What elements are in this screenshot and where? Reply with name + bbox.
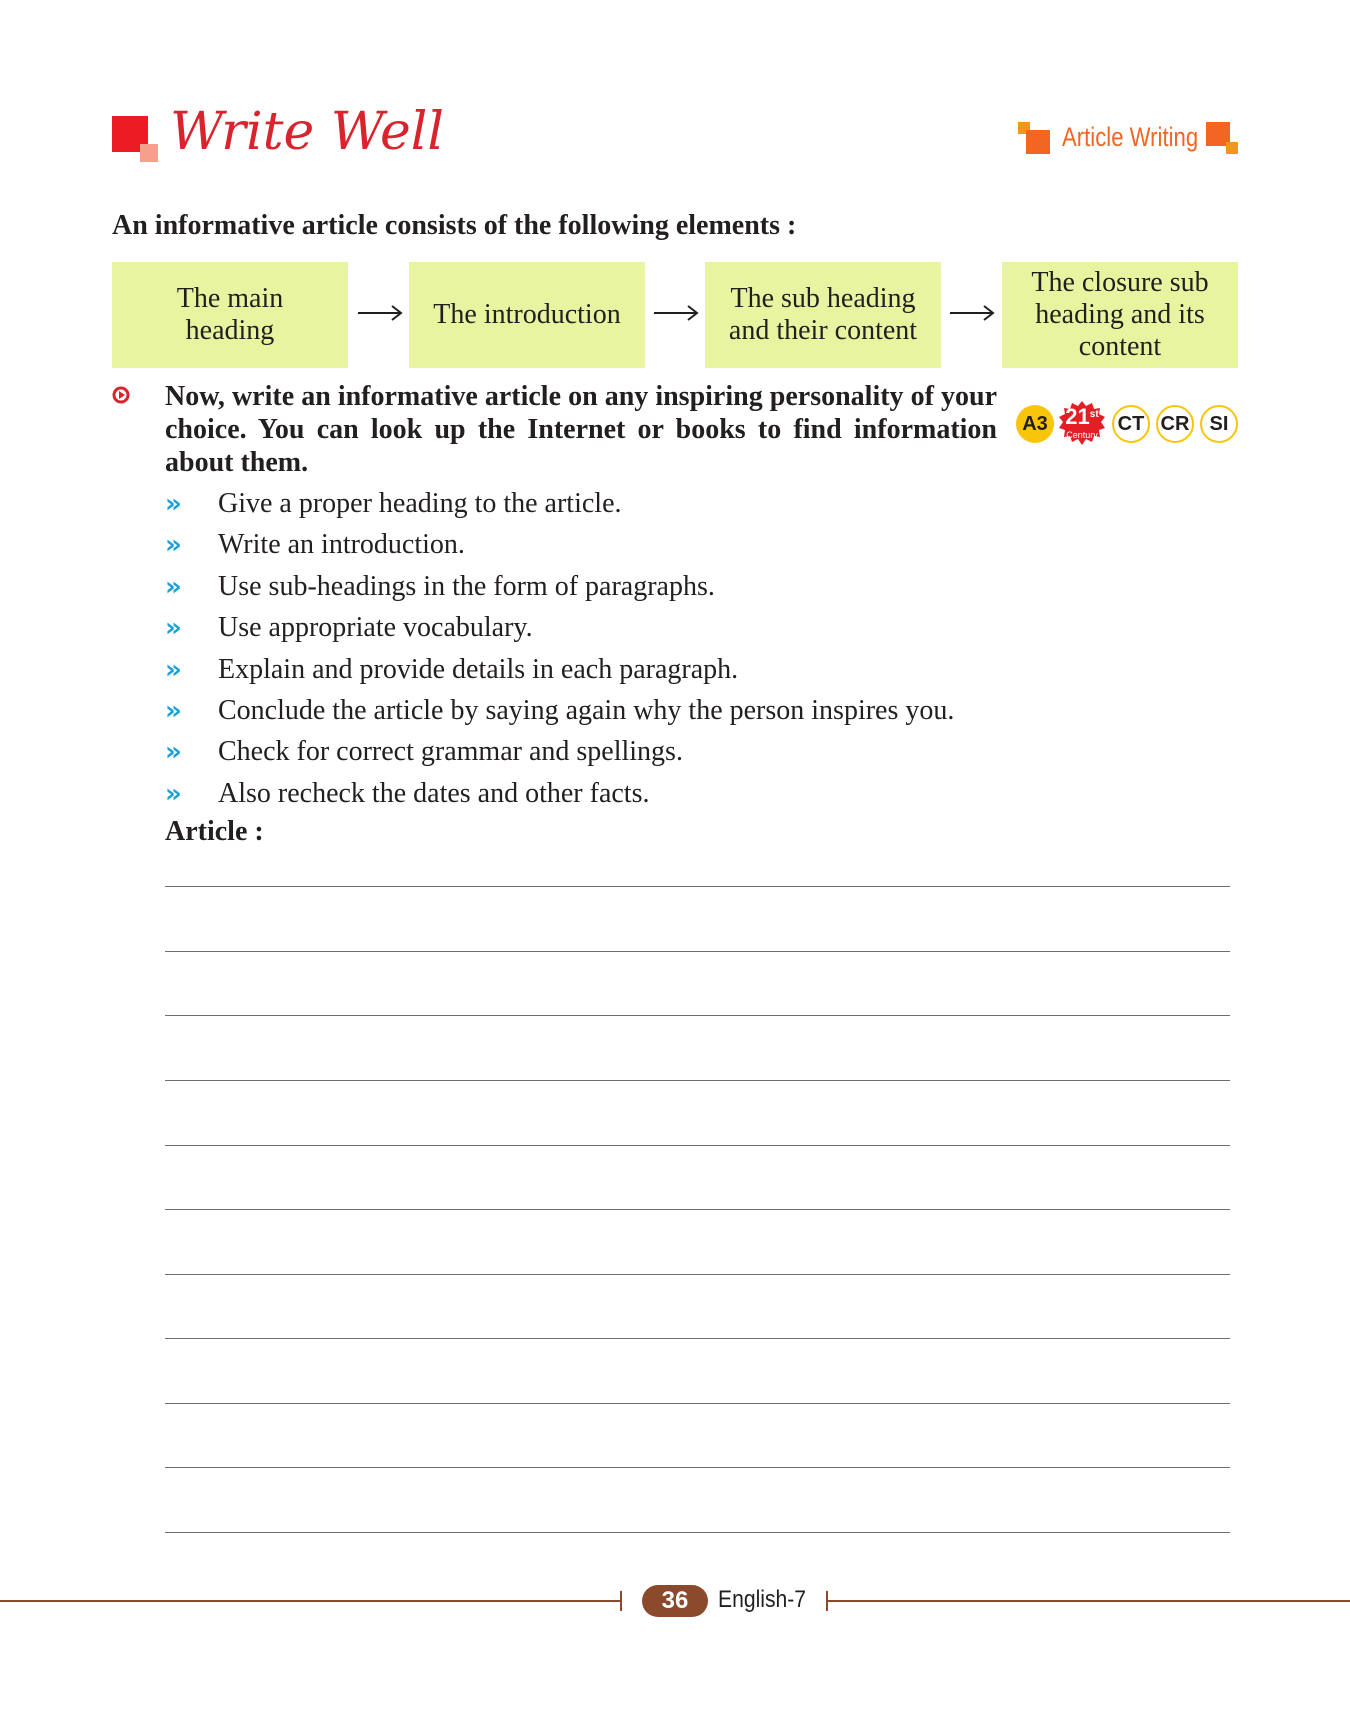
list-item	[165, 774, 954, 815]
list-item	[165, 691, 954, 732]
badge-a3: A3	[1016, 405, 1054, 443]
writing-line[interactable]	[165, 1532, 1230, 1533]
century-number: 21	[1065, 404, 1090, 429]
guideline-text: Explain and provide details in each paragraph.	[218, 653, 739, 685]
guideline-text: Also recheck the dates and other facts.	[218, 777, 650, 809]
badge-si: SI	[1200, 405, 1238, 443]
list-item	[165, 732, 954, 773]
writing-line[interactable]	[165, 1015, 1230, 1016]
section-tag	[1018, 122, 1238, 162]
arrow-right-icon	[350, 298, 410, 328]
writing-line[interactable]	[165, 1274, 1230, 1275]
arrow-right-icon	[646, 298, 706, 328]
badge-cr: CR	[1156, 405, 1194, 443]
flow-step: The closure sub heading and its content	[1002, 262, 1238, 368]
guideline-text: Use appropriate vocabulary.	[218, 612, 533, 644]
footer-tick	[620, 1591, 622, 1611]
double-chevron-icon: »	[165, 613, 182, 644]
list-item	[165, 484, 954, 525]
double-chevron-icon: »	[165, 654, 182, 685]
list-item	[165, 650, 954, 691]
double-chevron-icon: »	[165, 571, 182, 602]
writing-line[interactable]	[165, 1403, 1230, 1404]
task-bullet-icon	[112, 386, 130, 404]
list-item	[165, 608, 954, 649]
arrow-right-icon	[942, 298, 1002, 328]
writing-line[interactable]	[165, 1080, 1230, 1081]
double-chevron-icon: »	[165, 695, 182, 726]
double-chevron-icon: »	[165, 778, 182, 809]
orange-square-icon	[1206, 122, 1238, 154]
writing-line[interactable]	[165, 886, 1230, 887]
flow-step: The sub heading and their content	[705, 262, 941, 368]
list-item	[165, 525, 954, 566]
guideline-text: Give a proper heading to the article.	[218, 488, 622, 519]
badge-ct: CT	[1112, 405, 1150, 443]
guideline-list	[165, 484, 954, 815]
page-header	[112, 102, 1238, 168]
brand-title: Write Well	[170, 102, 445, 162]
intro-heading: An informative article consists of the following elements :	[112, 210, 797, 241]
flow-step: The main heading	[112, 262, 348, 368]
guideline-text: Use sub-headings in the form of paragraphs.	[218, 570, 715, 602]
book-title: English-7	[718, 1586, 807, 1613]
brand-square-icon	[112, 116, 160, 162]
writing-line[interactable]	[165, 1467, 1230, 1468]
century-suffix: st	[1089, 409, 1099, 420]
guideline-text: Check for correct grammar and spellings.	[218, 736, 683, 768]
double-chevron-icon: »	[165, 737, 182, 768]
footer-rule	[826, 1600, 1350, 1602]
list-item	[165, 567, 954, 608]
skill-badges	[1016, 405, 1238, 449]
article-label: Article :	[165, 816, 264, 847]
elements-flow	[112, 262, 1238, 368]
page-number: 36	[642, 1585, 708, 1617]
writing-line[interactable]	[165, 951, 1230, 952]
century-word: Century	[1066, 430, 1098, 440]
task-prompt: Now, write an informative article on any inspiring personality of your choice. You can look up the Internet or books to find information about them.	[165, 381, 997, 478]
writing-line[interactable]	[165, 1209, 1230, 1210]
flow-step: The introduction	[409, 262, 645, 368]
footer-rule	[0, 1600, 620, 1602]
badge-21st-century	[1058, 400, 1106, 448]
guideline-text: Write an introduction.	[218, 529, 465, 561]
double-chevron-icon: »	[165, 489, 182, 519]
double-chevron-icon: »	[165, 530, 182, 561]
writing-line[interactable]	[165, 1338, 1230, 1339]
guideline-text: Conclude the article by saying again why the person inspires you.	[218, 694, 955, 726]
orange-square-icon	[1018, 122, 1050, 154]
section-label: Article Writing	[1062, 122, 1199, 152]
writing-line[interactable]	[165, 1145, 1230, 1146]
